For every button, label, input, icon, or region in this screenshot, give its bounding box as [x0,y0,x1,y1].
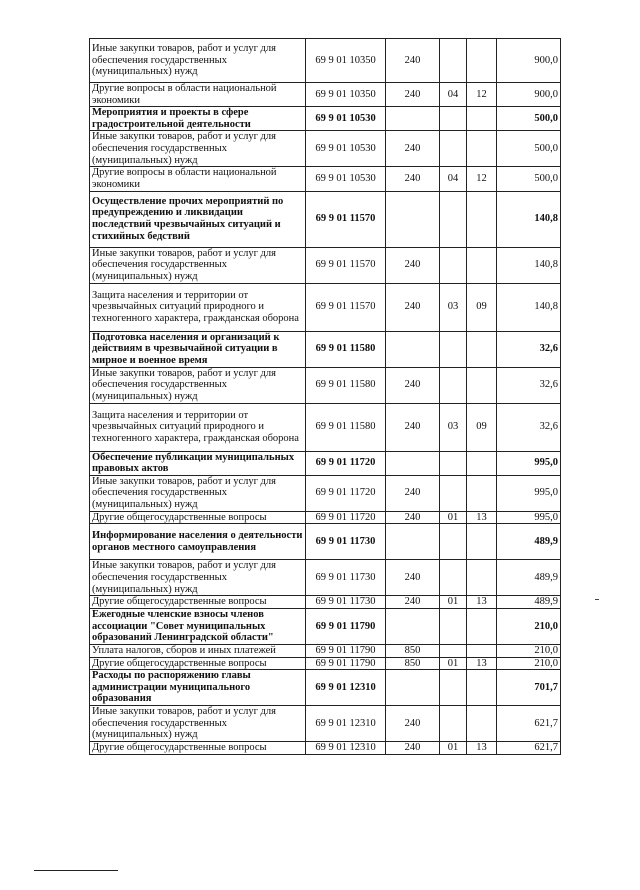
cell-amount: 995,0 [497,451,561,475]
cell-name: Ежегодные членские взносы членов ассоциации "Совет муниципальных образований Ленинградской области" [90,608,306,644]
table-row [90,742,561,755]
cell-amount: 140,8 [497,283,561,331]
cell-name: Другие вопросы в области национальной экономики [90,83,306,107]
cell-section [440,670,467,706]
table-row [90,283,561,331]
cell-subsection [467,247,497,283]
cell-subsection [467,560,497,596]
cell-amount: 210,0 [497,657,561,670]
cell-expense-type [386,191,440,247]
cell-subsection [467,608,497,644]
cell-expense-type: 240 [386,706,440,742]
cell-target-article: 69 9 01 11720 [306,475,386,511]
cell-section [440,39,467,83]
cell-name: Иные закупки товаров, работ и услуг для обеспечения государственных (муниципальных) нужд [90,706,306,742]
cell-section [440,644,467,657]
cell-subsection [467,706,497,742]
cell-name: Уплата налогов, сборов и иных платежей [90,644,306,657]
cell-subsection [467,644,497,657]
cell-expense-type: 240 [386,167,440,191]
cell-expense-type [386,608,440,644]
cell-expense-type: 240 [386,83,440,107]
table-row [90,83,561,107]
cell-name: Другие общегосударственные вопросы [90,657,306,670]
cell-name: Иные закупки товаров, работ и услуг для обеспечения государственных (муниципальных) нужд [90,39,306,83]
cell-expense-type: 240 [386,283,440,331]
cell-subsection [467,39,497,83]
cell-name: Иные закупки товаров, работ и услуг для обеспечения государственных (муниципальных) нужд [90,131,306,167]
cell-target-article: 69 9 01 11790 [306,608,386,644]
cell-section: 01 [440,742,467,755]
cell-target-article: 69 9 01 12310 [306,742,386,755]
cell-target-article: 69 9 01 11570 [306,247,386,283]
cell-subsection [467,475,497,511]
cell-target-article: 69 9 01 10530 [306,107,386,131]
cell-section [440,367,467,403]
cell-target-article: 69 9 01 10530 [306,167,386,191]
cell-target-article: 69 9 01 11570 [306,283,386,331]
cell-section: 03 [440,283,467,331]
cell-section [440,131,467,167]
cell-subsection: 13 [467,742,497,755]
cell-target-article: 69 9 01 11790 [306,657,386,670]
cell-target-article: 69 9 01 11580 [306,367,386,403]
cell-name: Обеспечение публикации муниципальных правовых актов [90,451,306,475]
budget-table-body [90,39,561,755]
cell-name: Защита населения и территории от чрезвычайных ситуаций природного и техногенного характера, гражданская оборона [90,403,306,451]
cell-section [440,706,467,742]
cell-target-article: 69 9 01 10350 [306,39,386,83]
cell-name: Мероприятия и проекты в сфере градостроительной деятельности [90,107,306,131]
cell-target-article: 69 9 01 11570 [306,191,386,247]
cell-target-article: 69 9 01 10350 [306,83,386,107]
cell-expense-type: 240 [386,596,440,609]
budget-table-container [89,38,560,755]
cell-name: Иные закупки товаров, работ и услуг для обеспечения государственных (муниципальных) нужд [90,367,306,403]
cell-expense-type [386,670,440,706]
cell-target-article: 69 9 01 11730 [306,524,386,560]
cell-amount: 701,7 [497,670,561,706]
cell-name: Иные закупки товаров, работ и услуг для обеспечения государственных (муниципальных) нужд [90,247,306,283]
cell-amount: 210,0 [497,644,561,657]
cell-amount: 500,0 [497,107,561,131]
table-row [90,560,561,596]
cell-subsection: 09 [467,283,497,331]
table-row-section [90,670,561,706]
budget-table [89,38,561,755]
cell-name: Информирование населения о деятельности органов местного самоуправления [90,524,306,560]
cell-name: Другие общегосударственные вопросы [90,511,306,524]
cell-expense-type: 240 [386,131,440,167]
cell-expense-type [386,107,440,131]
cell-expense-type [386,331,440,367]
cell-section [440,331,467,367]
cell-name: Подготовка населения и организаций к действиям в чрезвычайной ситуации в мирное и военное время [90,331,306,367]
cell-target-article: 69 9 01 11720 [306,511,386,524]
cell-expense-type: 240 [386,39,440,83]
table-row [90,367,561,403]
cell-name: Другие вопросы в области национальной экономики [90,167,306,191]
table-row [90,644,561,657]
table-row-section [90,451,561,475]
cell-subsection [467,451,497,475]
cell-section [440,107,467,131]
cell-section [440,608,467,644]
cell-target-article: 69 9 01 10530 [306,131,386,167]
cell-name: Осуществление прочих мероприятий по предупреждению и ликвидации последствий чрезвычайных ситуаций и стихийных бедствий [90,191,306,247]
cell-amount: 621,7 [497,742,561,755]
cell-section [440,475,467,511]
cell-subsection: 13 [467,596,497,609]
table-row-section [90,107,561,131]
table-row [90,403,561,451]
cell-name: Иные закупки товаров, работ и услуг для обеспечения государственных (муниципальных) нужд [90,560,306,596]
cell-section [440,524,467,560]
cell-amount: 210,0 [497,608,561,644]
cell-subsection [467,367,497,403]
cell-section [440,451,467,475]
cell-amount: 995,0 [497,511,561,524]
cell-expense-type: 240 [386,560,440,596]
cell-amount: 900,0 [497,83,561,107]
table-row-section [90,191,561,247]
cell-target-article: 69 9 01 11730 [306,560,386,596]
cell-section: 01 [440,657,467,670]
cell-subsection [467,670,497,706]
cell-expense-type: 850 [386,644,440,657]
cell-expense-type: 240 [386,511,440,524]
cell-subsection: 13 [467,511,497,524]
cell-subsection: 13 [467,657,497,670]
table-row [90,475,561,511]
cell-target-article: 69 9 01 11730 [306,596,386,609]
cell-name: Другие общегосударственные вопросы [90,742,306,755]
cell-subsection: 12 [467,83,497,107]
cell-subsection: 12 [467,167,497,191]
cell-name: Иные закупки товаров, работ и услуг для обеспечения государственных (муниципальных) нужд [90,475,306,511]
table-row [90,167,561,191]
cell-subsection: 09 [467,403,497,451]
cell-expense-type [386,524,440,560]
cell-expense-type [386,451,440,475]
cell-subsection [467,131,497,167]
table-row [90,657,561,670]
cell-amount: 489,9 [497,560,561,596]
cell-section [440,247,467,283]
cell-section: 01 [440,596,467,609]
cell-target-article: 69 9 01 11720 [306,451,386,475]
cell-section: 04 [440,167,467,191]
cell-amount: 995,0 [497,475,561,511]
cell-amount: 32,6 [497,403,561,451]
margin-mark [595,599,599,600]
cell-section: 04 [440,83,467,107]
table-row-section [90,608,561,644]
cell-amount: 140,8 [497,247,561,283]
cell-expense-type: 240 [386,475,440,511]
cell-amount: 489,9 [497,596,561,609]
cell-subsection [467,107,497,131]
cell-subsection [467,331,497,367]
table-row-section [90,524,561,560]
cell-amount: 500,0 [497,131,561,167]
cell-amount: 32,6 [497,367,561,403]
cell-subsection [467,191,497,247]
table-row [90,596,561,609]
cell-amount: 900,0 [497,39,561,83]
cell-section [440,191,467,247]
cell-section: 03 [440,403,467,451]
cell-expense-type: 240 [386,742,440,755]
table-row [90,706,561,742]
cell-expense-type: 240 [386,367,440,403]
table-row [90,511,561,524]
cell-expense-type: 850 [386,657,440,670]
cell-target-article: 69 9 01 11580 [306,403,386,451]
table-row-section [90,331,561,367]
cell-amount: 489,9 [497,524,561,560]
table-row [90,131,561,167]
cell-section: 01 [440,511,467,524]
footnote-divider [34,870,118,871]
cell-name: Защита населения и территории от чрезвычайных ситуаций природного и техногенного характера, гражданская оборона [90,283,306,331]
cell-subsection [467,524,497,560]
cell-name: Расходы по распоряжению главы администрации муниципального образования [90,670,306,706]
table-row [90,247,561,283]
cell-target-article: 69 9 01 11580 [306,331,386,367]
cell-amount: 140,8 [497,191,561,247]
cell-amount: 32,6 [497,331,561,367]
cell-target-article: 69 9 01 12310 [306,670,386,706]
cell-expense-type: 240 [386,247,440,283]
cell-amount: 500,0 [497,167,561,191]
table-row [90,39,561,83]
cell-expense-type: 240 [386,403,440,451]
cell-name: Другие общегосударственные вопросы [90,596,306,609]
cell-target-article: 69 9 01 12310 [306,706,386,742]
cell-section [440,560,467,596]
cell-target-article: 69 9 01 11790 [306,644,386,657]
cell-amount: 621,7 [497,706,561,742]
